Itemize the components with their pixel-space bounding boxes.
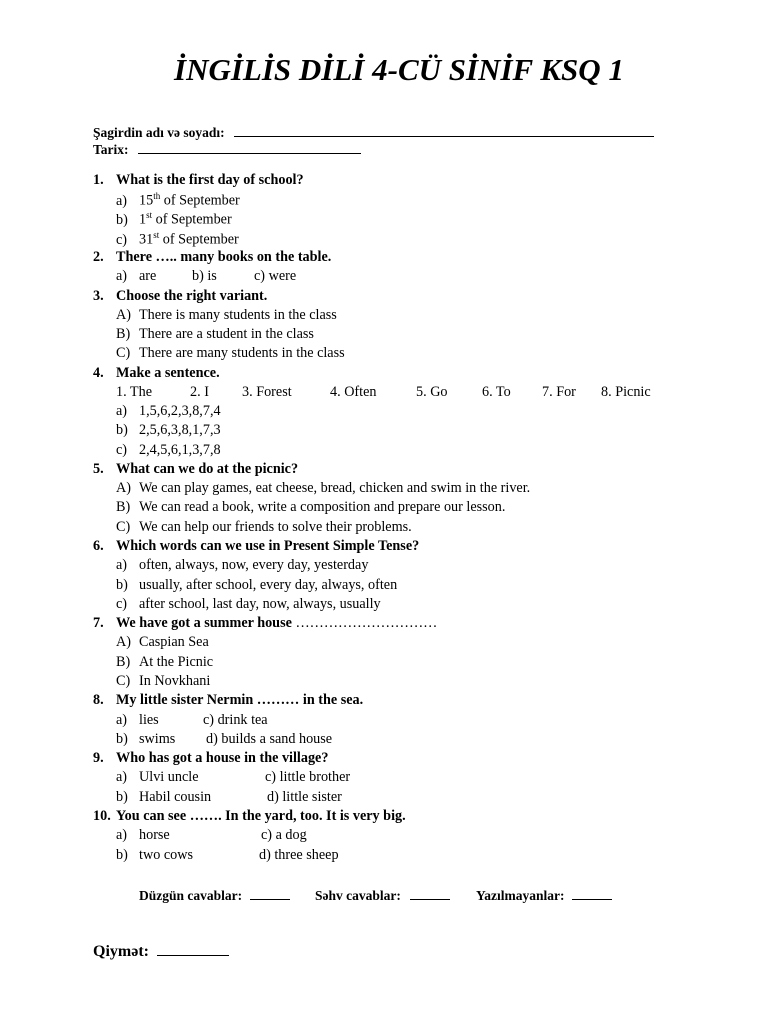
q4-option-a: a) 1,5,6,2,3,8,7,4 — [116, 403, 221, 419]
date-line[interactable] — [138, 140, 361, 154]
q6-option-a: a) often, always, now, every day, yesterday — [116, 557, 369, 573]
q1-option-c: c) 31st of September — [116, 230, 239, 248]
student-name-row — [93, 123, 654, 141]
student-name-line[interactable] — [234, 123, 654, 137]
unwritten-answers-line[interactable] — [572, 886, 612, 900]
q3-option-c: C) There are many students in the class — [116, 345, 345, 361]
q7-option-a: A) Caspian Sea — [116, 634, 209, 650]
q5-option-c: C) We can help our friends to solve their problems. — [116, 519, 412, 535]
page-title: İNGİLİS DİLİ 4-CÜ SİNİF KSQ 1 — [174, 52, 624, 87]
q1-option-a: a) 15th of September — [116, 191, 240, 209]
q5-option-a: A) We can play games, eat cheese, bread, chicken and swim in the river. — [116, 480, 531, 496]
q7-option-b: B) At the Picnic — [116, 654, 214, 670]
student-name-label: Şagirdin adı və soyadı: — [93, 125, 225, 140]
q6-option-b: b) usually, after school, every day, always, often — [116, 577, 398, 593]
q6-option-c: c) after school, last day, now, always, usually — [116, 596, 381, 612]
q4-option-b: b) 2,5,6,3,8,1,7,3 — [116, 422, 221, 438]
wrong-answers-line[interactable] — [410, 886, 450, 900]
q7-option-c: C) In Novkhani — [116, 673, 211, 689]
date-row — [93, 140, 361, 158]
unwritten-answers: Yazılmayanlar: — [476, 886, 612, 904]
grade-row — [93, 940, 229, 961]
q4-option-c: c) 2,4,5,6,1,3,7,8 — [116, 442, 221, 458]
q5-option-b: B) We can read a book, write a composition and prepare our lesson. — [116, 499, 506, 515]
q3-option-b: B) There are a student in the class — [116, 326, 314, 342]
q1-option-b: b) 1st of September — [116, 210, 232, 228]
wrong-answers: Səhv cavablar: — [315, 886, 450, 904]
grade-line[interactable] — [157, 940, 229, 956]
q3-option-a: A) There is many students in the class — [116, 307, 337, 323]
correct-answers: Düzgün cavablar: — [139, 886, 290, 904]
correct-answers-line[interactable] — [250, 886, 290, 900]
date-label: Tarix: — [93, 142, 129, 157]
grade-label: Qiymət: — [93, 943, 149, 960]
